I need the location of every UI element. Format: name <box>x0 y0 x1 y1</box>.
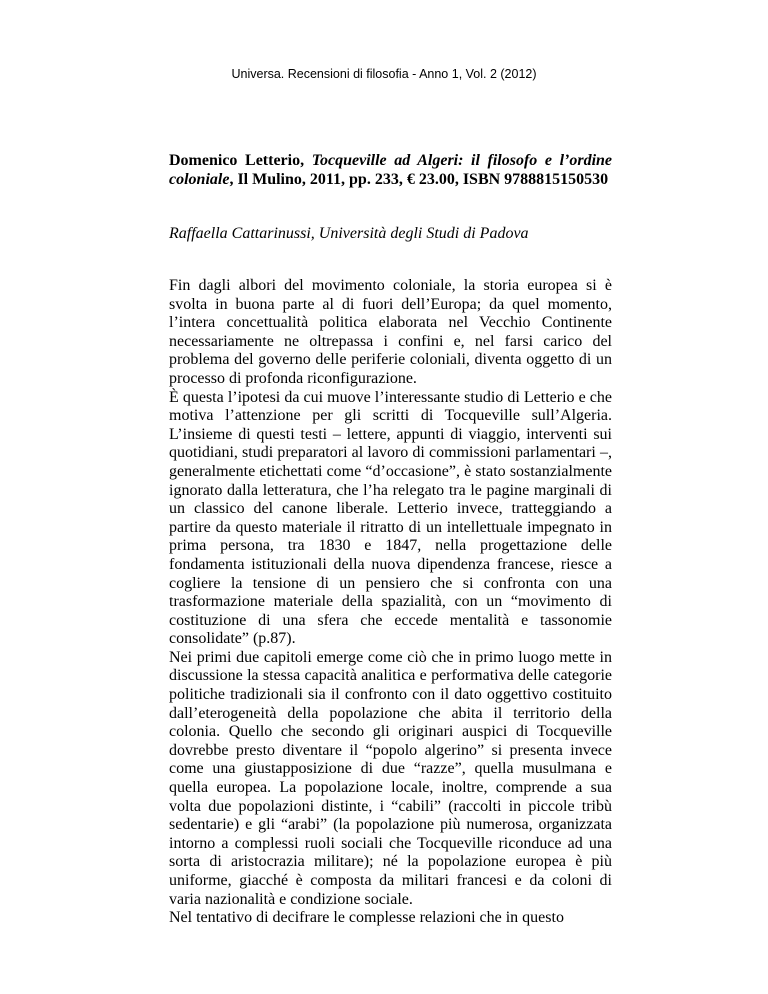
review-paragraph: È questa l’ipotesi da cui muove l’interessante studio di Letterio e che motiva l’attenzione per gli scritti di Tocqueville sull’Algeria. L’insieme di questi testi – lettere, appunti di viaggio, interventi sui quotidiani, studi preparatori al lavoro di commissioni parlamentari –, generalmente etichettati come “d’occasione”, è stato sostanzialmente ignorato dalla letteratura, che l’ha relegato tra le pagine marginali di un classico del canone liberale. Letterio invece, tratteggiando a partire da questo materiale il ritratto di un intellettuale impegnato in prima persona, tra 1830 e 1847, nella progettazione delle fondamenta istituzionali della nuova dipendenza francese, riesce a cogliere la tensione di un pensiero che si confronta con una trasformazione materiale della spazialità, con un “movimento di costituzione di una sfera che eccede mentalità e tassonomie consolidate” (p.87). <box>169 388 612 648</box>
review-paragraph: Nel tentativo di decifrare le complesse relazioni che in questo <box>169 909 564 927</box>
book-publication-details: , Il Mulino, 2011, pp. 233, € 23.00, ISBN 9788815150530 <box>229 170 609 188</box>
review-paragraph: Nei primi due capitoli emerge come ciò che in primo luogo mette in discussione la stessa capacità analitica e performativa delle categorie politiche tradizionali sia il confronto con il dato oggettivo costituito dall’eterogeneità della popolazione che abita il territorio della colonia. Quello che secondo gli originari auspici di Tocqueville dovrebbe presto diventare il “popolo algerino” si presenta invece come una giustapposizione di due “razze”, quella musulmana e quella europea. La popolazione locale, inoltre, comprende a sua volta due popolazioni distinte, i “cabili” (raccolti in piccole tribù sedentarie) e gli “arabi” (la popolazione più numerosa, organizzata intorno a complessi ruoli sociali che Tocqueville riconduce ad una sorta di aristocrazia militare); né la popolazione europea è più uniforme, giacché è composta da militari francesi e da coloni di varia nazionalità e condizione sociale. <box>169 648 612 908</box>
running-header: Universa. Recensioni di filosofia - Anno 1, Vol. 2 (2012) <box>231 67 537 81</box>
review-paragraph: Fin dagli albori del movimento coloniale, la storia europea si è svolta in buona parte al di fuori dell’Europa; da quel momento, l’intera concettualità politica elaborata nel Vecchio Continente necessariamente ne oltrepassa i confini e, nel farsi carico del problema del governo delle periferie coloniali, diventa oggetto di un processo di profonda riconfigurazione. <box>169 277 612 387</box>
review-body <box>169 277 612 928</box>
reviewer-affiliation: Raffaella Cattarinussi, Università degli Studi di Padova <box>169 225 529 242</box>
book-author: Domenico Letterio, <box>169 152 305 169</box>
book-title: Tocqueville ad Algeri: il filosofo e l’ordine coloniale <box>169 152 613 188</box>
book-citation <box>169 152 612 189</box>
